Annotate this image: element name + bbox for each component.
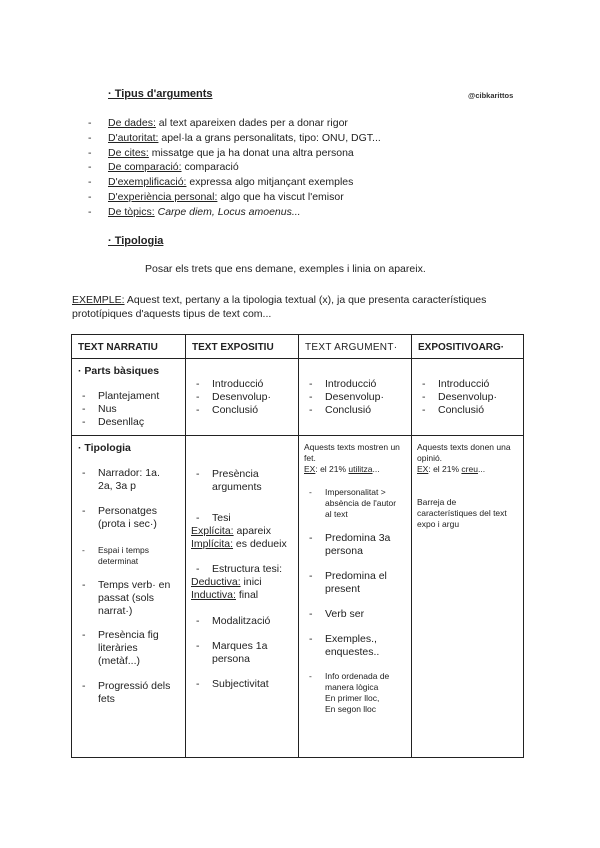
header-expositivoarg: EXPOSITIVOARG· — [412, 335, 524, 359]
list-item: - D'autoritat: apel·la a grans personalitats, tipo: ONU, DGT... — [88, 131, 381, 144]
watermark: @cibkarittos — [468, 91, 514, 100]
tipologia-narratiu — [72, 436, 186, 758]
list-item: - Modalització — [186, 615, 298, 628]
header-expositiu: TEXT EXPOSITIU — [186, 335, 299, 359]
list-item: - Conclusió — [412, 404, 523, 417]
list-item: - Marques 1a persona — [186, 640, 298, 666]
estructura-deductiva: Deductiva: inici — [191, 576, 262, 588]
list-item: - Progressió dels fets — [72, 680, 185, 706]
list-item: - Desenvolup· — [186, 391, 298, 404]
row-label-parts: · Parts bàsiques — [78, 365, 160, 377]
list-item — [299, 671, 411, 715]
list-item: - Exemples., enquestes.. — [299, 633, 411, 659]
heading-tipus-arguments: · Tipus d'arguments — [108, 88, 213, 100]
row-label-tipologia: · Tipologia — [78, 442, 131, 454]
list-item: - Introducció — [412, 378, 523, 391]
list-item: - Presència fig literàries (metàf...) — [72, 629, 185, 668]
list-item: - De dades: al text apareixen dades per a donar rigor — [88, 117, 348, 129]
list-item: - Predomina 3a persona — [299, 532, 411, 558]
list-item: - Temps verb· en passat (sols narrat·) — [72, 579, 185, 618]
list-item: - Impersonalitat > absència de l'autor al text — [299, 487, 411, 520]
list-item: - De tòpics: Carpe diem, Locus amoenus... — [88, 205, 301, 218]
parts-argumentatiu — [299, 359, 412, 436]
list-item: - Personatges (prota i sec·) — [72, 505, 185, 531]
expoarg-intro: Aquests texts donen una opinió. — [417, 442, 511, 463]
list-item: - Desenvolup· — [299, 391, 411, 404]
list-item: - Desenvolup· — [412, 391, 523, 404]
tipologia-table — [71, 334, 524, 758]
connector-second: En segon lloc — [325, 704, 377, 714]
parts-expositivoarg — [412, 359, 524, 436]
list-item: - Presència arguments — [186, 468, 298, 494]
connector-first: En primer lloc, — [325, 693, 380, 703]
expoarg-example: EX: el 21% creu... — [417, 464, 486, 474]
list-item: - Subjectivitat — [186, 678, 298, 691]
list-item: - Introducció — [186, 378, 298, 391]
expoarg-note: Barreja de característiques del text expo i argu — [417, 497, 507, 529]
list-item: - Narrador: 1a. 2a, 3a p — [72, 467, 185, 493]
list-item: - Nus — [72, 403, 185, 416]
estructura-inductiva: Inductiva: final — [191, 589, 259, 601]
parts-narratiu — [72, 359, 186, 436]
info-ordenada: - Info ordenada de manera lògica — [325, 671, 390, 692]
list-item: - Predomina el present — [299, 570, 411, 596]
arguments-list — [88, 116, 508, 220]
tesi-explicita: Explícita: apareix — [191, 525, 271, 537]
tipologia-expositivoarg — [412, 436, 524, 758]
argument-intro: Aquests texts mostren un fet. — [304, 442, 400, 463]
list-item: - Estructura tesi: — [186, 563, 298, 576]
list-item: - Conclusió — [186, 404, 298, 417]
list-item: - Plantejament — [72, 390, 185, 403]
tesi-implicita: Implícita: es dedueix — [191, 538, 287, 550]
parts-expositiu — [186, 359, 299, 436]
instruction-text: Posar els trets que ens demane, exemples i linia on apareix. — [145, 263, 426, 275]
heading-tipologia: · Tipologia — [108, 235, 164, 247]
header-narratiu: TEXT NARRATIU — [72, 335, 186, 359]
list-item: - D'exemplificació: expressa algo mitjançant exemples — [88, 176, 354, 189]
list-item: - D'experiència personal: algo que ha viscut l'emisor — [88, 190, 344, 203]
list-item: - De comparació: comparació — [88, 161, 239, 174]
argument-example: EX: el 21% utilitza... — [304, 464, 380, 474]
header-argumentatiu: TEXT ARGUMENT· — [299, 335, 412, 359]
tipologia-argumentatiu — [299, 436, 412, 758]
list-item: - Desenllaç — [72, 416, 185, 429]
list-item: - De cites: missatge que ja ha donat una altra persona — [88, 146, 354, 159]
list-item: - Verb ser — [299, 608, 411, 621]
list-item: - Introducció — [299, 378, 411, 391]
list-item: - Espai i temps determinat — [72, 545, 185, 567]
list-item: - Conclusió — [299, 404, 411, 417]
tipologia-expositiu — [186, 436, 299, 758]
example-paragraph: EXEMPLE: Aquest text, pertany a la tipologia textual (x), ja que presenta característiques prototípiques d'aquests tipus de text com... — [72, 294, 487, 320]
list-item: - Tesi — [186, 512, 298, 525]
